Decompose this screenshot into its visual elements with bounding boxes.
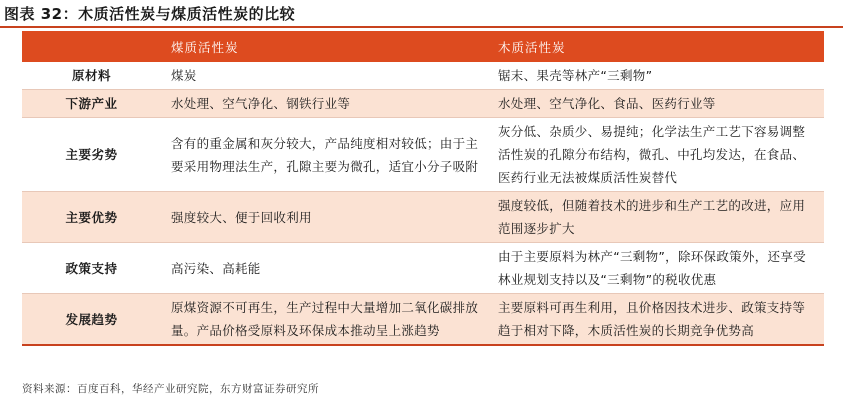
- figure-title: 图表 32：木质活性炭与煤质活性炭的比较: [4, 5, 296, 23]
- comparison-table: [22, 31, 824, 346]
- coal-cell: 水处理、空气净化、钢铁行业等: [163, 90, 490, 118]
- row-label: 主要劣势: [22, 118, 163, 192]
- table-row: [22, 294, 824, 346]
- header-corner-cell: [22, 31, 163, 62]
- wood-cell: 主要原料可再生利用，且价格因技术进步、政策支持等趋于相对下降，木质活性炭的长期竞争优势高: [490, 294, 824, 346]
- row-label: 政策支持: [22, 243, 163, 294]
- wood-cell: 锯末、果壳等林产“三剩物”: [490, 62, 824, 90]
- table-row: [22, 118, 824, 192]
- row-label: 原材料: [22, 62, 163, 90]
- coal-cell: 强度较大、便于回收利用: [163, 192, 490, 243]
- header-wood-activated-carbon: 木质活性炭: [490, 31, 824, 62]
- wood-cell: 由于主要原料为林产“三剩物”，除环保政策外，还享受林业规划支持以及“三剩物”的税收优惠: [490, 243, 824, 294]
- row-label: 下游产业: [22, 90, 163, 118]
- coal-cell: 含有的重金属和灰分较大，产品纯度相对较低；由于主要采用物理法生产，孔隙主要为微孔，适宜小分子吸附: [163, 118, 490, 192]
- coal-cell: 高污染、高耗能: [163, 243, 490, 294]
- wood-cell: 灰分低、杂质少、易提纯；化学法生产工艺下容易调整活性炭的孔隙分布结构，微孔、中孔均发达，在食品、医药行业无法被煤质活性炭替代: [490, 118, 824, 192]
- wood-cell: 强度较低，但随着技术的进步和生产工艺的改进，应用范围逐步扩大: [490, 192, 824, 243]
- table-row: [22, 243, 824, 294]
- source-note: 资料来源：百度百科，华经产业研究院，东方财富证券研究所: [22, 383, 319, 395]
- row-label: 发展趋势: [22, 294, 163, 346]
- table-header-row: [22, 31, 824, 62]
- table-row: [22, 62, 824, 90]
- table-row: [22, 192, 824, 243]
- table-row: [22, 90, 824, 118]
- title-divider: [0, 26, 843, 28]
- row-label: 主要优势: [22, 192, 163, 243]
- coal-cell: 煤炭: [163, 62, 490, 90]
- coal-cell: 原煤资源不可再生，生产过程中大量增加二氧化碳排放量。产品价格受原料及环保成本推动呈上涨趋势: [163, 294, 490, 346]
- header-coal-activated-carbon: 煤质活性炭: [163, 31, 490, 62]
- wood-cell: 水处理、空气净化、食品、医药行业等: [490, 90, 824, 118]
